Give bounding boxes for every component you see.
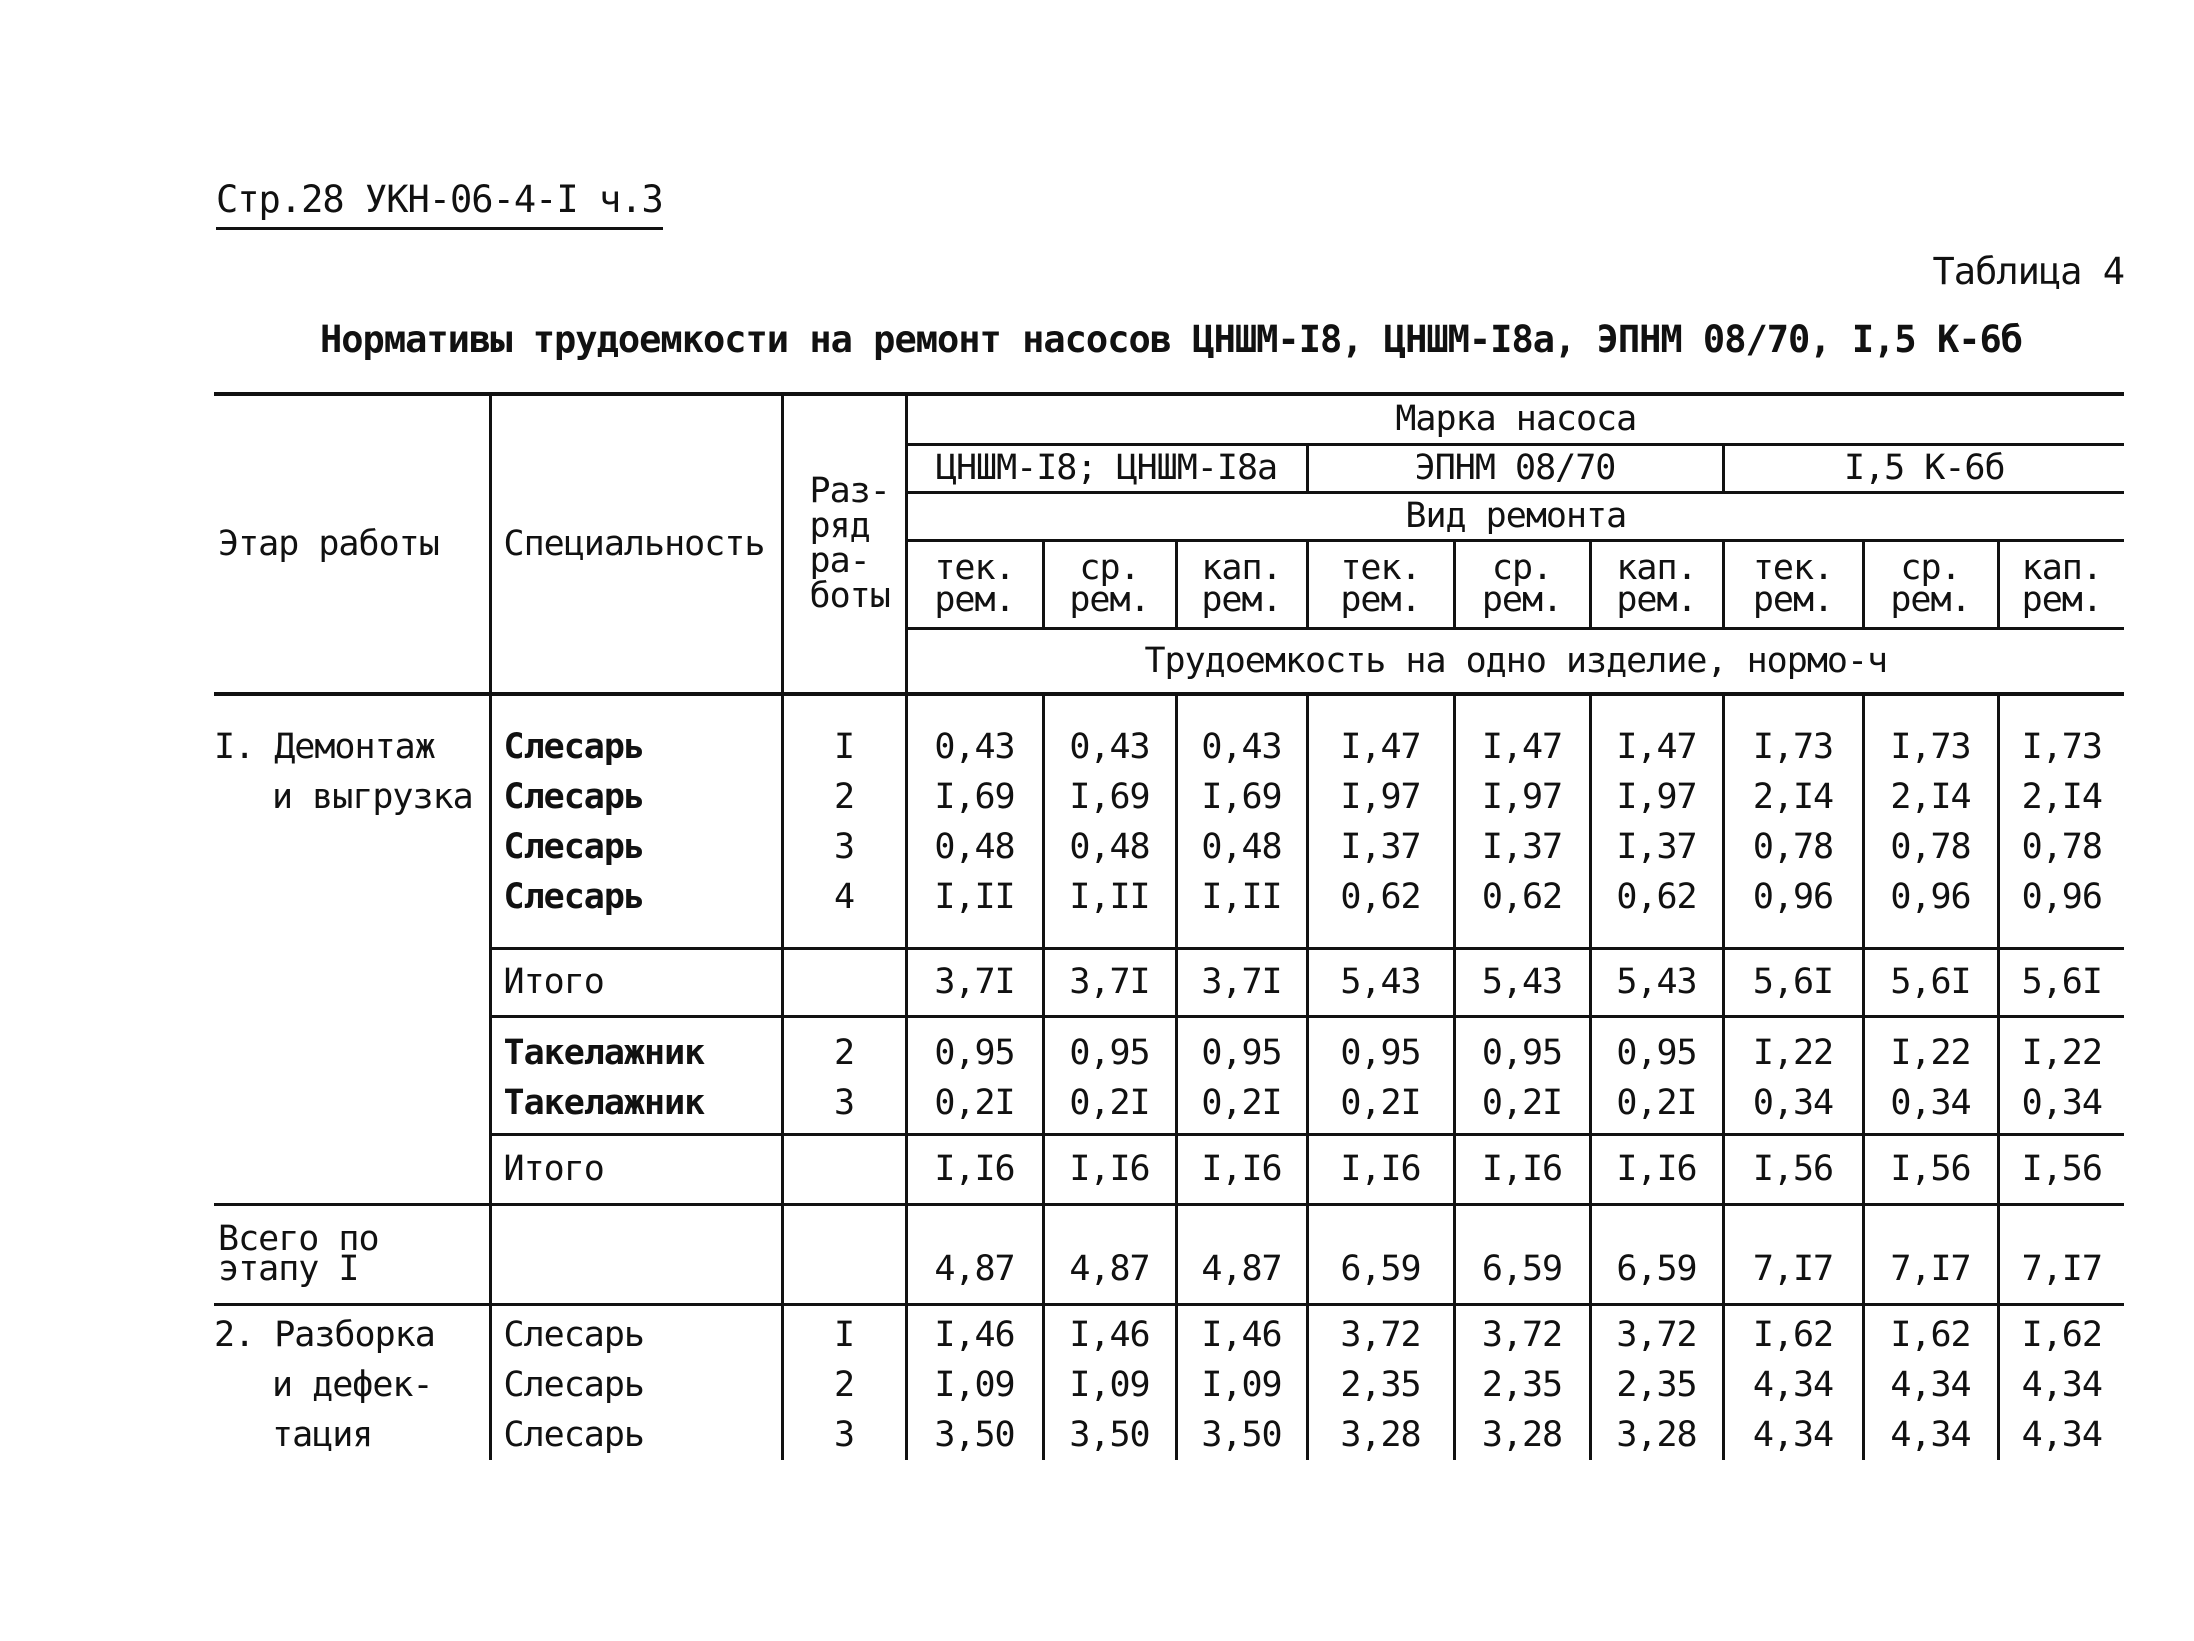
subtotal-row: [214, 1134, 2124, 1204]
value-cell: 0,48: [934, 827, 1015, 867]
page-header: Стр.28 УКН-06-4-I ч.3: [216, 178, 663, 230]
value-cell: 2,35: [1340, 1364, 1421, 1405]
total-cell: 3,7I: [1043, 948, 1176, 1016]
total-cell: I,I6: [1307, 1134, 1454, 1204]
value-cell: 3,28: [1481, 1414, 1563, 1455]
stage-2-line3: тация: [272, 1414, 373, 1455]
total-cell: I,I6: [1043, 1134, 1176, 1204]
value-cell: I,37: [1340, 827, 1421, 867]
total-cell: I,I6: [1454, 1134, 1590, 1204]
header-stage: Этар работы: [214, 394, 490, 694]
rank-cell: I: [833, 727, 855, 767]
repair-kind: кап. рем.: [1590, 540, 1723, 628]
specialty-cell: Слесарь: [503, 1414, 645, 1455]
value-column: [1307, 1304, 1454, 1460]
value-cell: 0,78: [1752, 827, 1834, 867]
header-pump-2: ЭПНМ 08/70: [1307, 444, 1723, 492]
value-cell: 4,34: [2021, 1364, 2102, 1405]
value-cell: I,73: [2021, 727, 2102, 767]
value-cell: I,37: [1616, 827, 1697, 867]
grand-total-cell: 4,87: [1176, 1204, 1307, 1304]
value-cell: 2,I4: [1890, 777, 1971, 817]
value-cell: I,47: [1616, 727, 1697, 767]
rank-list: [782, 1016, 906, 1134]
value-cell: 0,95: [1616, 1032, 1697, 1073]
value-cell: 0,43: [934, 727, 1015, 767]
empty-cell: [490, 1204, 782, 1304]
value-cell: 0,62: [1340, 877, 1421, 917]
stage-2-line2: и дефек-: [272, 1364, 433, 1405]
value-cell: 0,43: [1069, 727, 1150, 767]
value-cell: I,69: [934, 777, 1015, 817]
subtotal-label: Итого: [490, 1134, 782, 1204]
stage-1-name: [214, 694, 490, 1204]
value-cell: I,73: [1890, 727, 1971, 767]
specialty-list: [490, 1016, 782, 1134]
value-column: [1307, 1016, 1454, 1134]
value-column: [1723, 1304, 1863, 1460]
value-cell: I,46: [1069, 1314, 1150, 1355]
rank-cell: 2: [833, 777, 855, 817]
value-cell: I,46: [1201, 1314, 1282, 1355]
specialty-cell: Слесарь: [503, 827, 645, 867]
total-cell: 5,6I: [1863, 948, 1998, 1016]
specialty-cell: Слесарь: [503, 1314, 645, 1355]
value-column: [906, 1304, 1043, 1460]
value-column: [1043, 694, 1176, 948]
value-cell: 0,48: [1069, 827, 1150, 867]
value-column: [1454, 1304, 1590, 1460]
value-cell: 0,95: [1069, 1032, 1150, 1073]
rank-cell: 3: [833, 1414, 855, 1455]
value-cell: I,09: [1201, 1364, 1282, 1405]
value-cell: I,47: [1481, 727, 1563, 767]
value-cell: 3,50: [934, 1414, 1015, 1455]
value-cell: 0,96: [1752, 877, 1834, 917]
grand-total-line2: этапу I: [218, 1249, 359, 1289]
specialty-cell: Слесарь: [503, 877, 645, 917]
total-cell: I,I6: [1590, 1134, 1723, 1204]
value-cell: 0,62: [1616, 877, 1697, 917]
repair-kind: тек. рем.: [1723, 540, 1863, 628]
specialty-cell: Такелажник: [503, 1032, 705, 1073]
header-pump-3: I,5 К-6б: [1723, 444, 2124, 492]
specialty-cell: Слесарь: [503, 1364, 645, 1405]
value-cell: 3,28: [1340, 1414, 1421, 1455]
subtotal-label: Итого: [490, 948, 782, 1016]
grand-total-row: [214, 1204, 2124, 1304]
repair-kind: кап. рем.: [1998, 540, 2124, 628]
table-row: [214, 1016, 2124, 1134]
value-column: [1863, 694, 1998, 948]
value-cell: I,62: [2021, 1314, 2102, 1355]
value-cell: I,62: [1890, 1314, 1971, 1355]
value-cell: 0,62: [1481, 877, 1563, 917]
subtotal-row: [214, 948, 2124, 1016]
value-column: [1043, 1016, 1176, 1134]
rank-cell: 3: [833, 827, 855, 867]
grand-total-label: [214, 1204, 490, 1304]
header-rank: Раз-ряд ра-боты: [782, 394, 906, 694]
empty-cell: [782, 1134, 906, 1204]
value-column: [1176, 694, 1307, 948]
value-cell: 3,72: [1481, 1314, 1563, 1355]
header-row: [214, 394, 2124, 444]
value-cell: I,II: [934, 877, 1015, 917]
value-cell: I,22: [1890, 1032, 1971, 1073]
value-cell: I,II: [1069, 877, 1150, 917]
value-cell: 4,34: [1752, 1364, 1834, 1405]
header-pump-1: ЦНШМ-I8; ЦНШМ-I8а: [906, 444, 1307, 492]
total-cell: I,I6: [1176, 1134, 1307, 1204]
value-column: [1723, 1016, 1863, 1134]
value-column: [1454, 694, 1590, 948]
empty-cell: [782, 1204, 906, 1304]
value-cell: 4,34: [1890, 1364, 1971, 1405]
value-cell: 3,72: [1340, 1314, 1421, 1355]
value-cell: I,09: [934, 1364, 1015, 1405]
value-column: [1863, 1016, 1998, 1134]
stage-2-line1: 2. Разборка: [214, 1314, 435, 1355]
total-cell: 5,6I: [1998, 948, 2124, 1016]
stage-2-name: [214, 1304, 490, 1460]
specialty-cell: Слесарь: [503, 727, 645, 767]
total-cell: 5,43: [1307, 948, 1454, 1016]
value-column: [1590, 1016, 1723, 1134]
value-column: [1863, 1304, 1998, 1460]
grand-total-line1: Всего по: [218, 1219, 379, 1259]
repair-kind: тек. рем.: [1307, 540, 1454, 628]
specialty-list: [490, 694, 782, 948]
value-cell: 0,96: [2021, 877, 2102, 917]
table-title: Нормативы трудоемкости на ремонт насосов ЦНШМ-I8, ЦНШМ-I8а, ЭПНМ 08/70, I,5 К-6б: [320, 318, 2023, 361]
repair-kind: тек. рем.: [906, 540, 1043, 628]
value-column: [1176, 1016, 1307, 1134]
value-cell: 0,96: [1890, 877, 1971, 917]
value-cell: 0,78: [1890, 827, 1971, 867]
value-cell: I,37: [1481, 827, 1563, 867]
grand-total-cell: 4,87: [1043, 1204, 1176, 1304]
rank-list: [782, 694, 906, 948]
total-cell: I,56: [1863, 1134, 1998, 1204]
rank-cell: I: [833, 1314, 855, 1355]
value-cell: 0,2I: [1616, 1082, 1697, 1123]
value-cell: I,69: [1069, 777, 1150, 817]
value-cell: 0,78: [2021, 827, 2102, 867]
value-cell: I,47: [1340, 727, 1421, 767]
value-cell: 3,50: [1069, 1414, 1150, 1455]
grand-total-cell: 6,59: [1307, 1204, 1454, 1304]
total-cell: 5,6I: [1723, 948, 1863, 1016]
grand-total-cell: 7,I7: [1998, 1204, 2124, 1304]
value-cell: 2,35: [1616, 1364, 1697, 1405]
value-cell: 0,2I: [1201, 1082, 1282, 1123]
specialty-list: [490, 1304, 782, 1460]
value-cell: 0,34: [1890, 1082, 1971, 1123]
value-cell: 3,28: [1616, 1414, 1697, 1455]
total-cell: I,I6: [906, 1134, 1043, 1204]
value-column: [1590, 694, 1723, 948]
repair-kind: кап. рем.: [1176, 540, 1307, 628]
value-cell: 0,34: [1752, 1082, 1834, 1123]
value-column: [1998, 1016, 2124, 1134]
value-cell: I,69: [1201, 777, 1282, 817]
header-unit: Трудоемкость на одно изделие, нормо-ч: [906, 628, 2124, 694]
header-repair-type: Вид ремонта: [906, 492, 2124, 540]
value-cell: 3,50: [1201, 1414, 1282, 1455]
grand-total-cell: 7,I7: [1863, 1204, 1998, 1304]
repair-kind: ср. рем.: [1454, 540, 1590, 628]
value-cell: 0,2I: [934, 1082, 1015, 1123]
value-cell: 0,48: [1201, 827, 1282, 867]
grand-total-cell: 6,59: [1454, 1204, 1590, 1304]
header-pump-brand: Марка насоса: [906, 394, 2124, 444]
value-cell: 2,35: [1481, 1364, 1563, 1405]
table-row: [214, 694, 2124, 948]
value-cell: 0,2I: [1069, 1082, 1150, 1123]
grand-total-cell: 4,87: [906, 1204, 1043, 1304]
specialty-cell: Такелажник: [503, 1082, 705, 1123]
header-specialty: Специальность: [490, 394, 782, 694]
specialty-cell: Слесарь: [503, 777, 645, 817]
value-cell: 0,95: [1481, 1032, 1563, 1073]
rank-cell: 4: [833, 877, 855, 917]
value-cell: 0,95: [1340, 1032, 1421, 1073]
value-cell: 2,I4: [2021, 777, 2102, 817]
empty-cell: [782, 948, 906, 1016]
value-cell: I,09: [1069, 1364, 1150, 1405]
rank-list: [782, 1304, 906, 1460]
value-cell: I,97: [1616, 777, 1697, 817]
repair-kind: ср. рем.: [1043, 540, 1176, 628]
total-cell: I,56: [1723, 1134, 1863, 1204]
total-cell: 5,43: [1454, 948, 1590, 1016]
total-cell: 3,7I: [906, 948, 1043, 1016]
value-cell: 4,34: [2021, 1414, 2102, 1455]
value-cell: 0,95: [934, 1032, 1015, 1073]
value-cell: 0,43: [1201, 727, 1282, 767]
repair-kind: ср. рем.: [1863, 540, 1998, 628]
value-cell: 4,34: [1752, 1414, 1834, 1455]
value-column: [1043, 1304, 1176, 1460]
rank-cell: 2: [833, 1364, 855, 1405]
total-cell: 5,43: [1590, 948, 1723, 1016]
value-column: [1454, 1016, 1590, 1134]
rank-cell: 2: [833, 1032, 855, 1073]
value-cell: 0,34: [2021, 1082, 2102, 1123]
value-cell: 3,72: [1616, 1314, 1697, 1355]
value-column: [1998, 694, 2124, 948]
value-cell: I,73: [1752, 727, 1834, 767]
value-cell: I,97: [1340, 777, 1421, 817]
value-column: [1723, 694, 1863, 948]
value-cell: 0,2I: [1481, 1082, 1563, 1123]
grand-total-cell: 7,I7: [1723, 1204, 1863, 1304]
stage-1-line2: и выгрузка: [272, 777, 473, 817]
table-row: [214, 1304, 2124, 1460]
value-column: [906, 1016, 1043, 1134]
grand-total-cell: 6,59: [1590, 1204, 1723, 1304]
total-cell: I,56: [1998, 1134, 2124, 1204]
total-cell: 3,7I: [1176, 948, 1307, 1016]
value-column: [1176, 1304, 1307, 1460]
value-cell: I,22: [2021, 1032, 2102, 1073]
value-cell: I,97: [1481, 777, 1563, 817]
value-column: [1998, 1304, 2124, 1460]
value-cell: I,II: [1201, 877, 1282, 917]
value-column: [1590, 1304, 1723, 1460]
value-cell: 0,95: [1201, 1032, 1282, 1073]
value-cell: I,46: [934, 1314, 1015, 1355]
value-cell: I,62: [1752, 1314, 1834, 1355]
value-cell: 0,2I: [1340, 1082, 1421, 1123]
norms-table: [214, 392, 2124, 1460]
rank-cell: 3: [833, 1082, 855, 1123]
value-column: [1307, 694, 1454, 948]
value-cell: 2,I4: [1752, 777, 1834, 817]
stage-1-line1: I. Демонтаж: [214, 727, 435, 767]
value-cell: I,22: [1752, 1032, 1834, 1073]
value-cell: 4,34: [1890, 1414, 1971, 1455]
table-label: Таблица 4: [1932, 250, 2124, 293]
value-column: [906, 694, 1043, 948]
